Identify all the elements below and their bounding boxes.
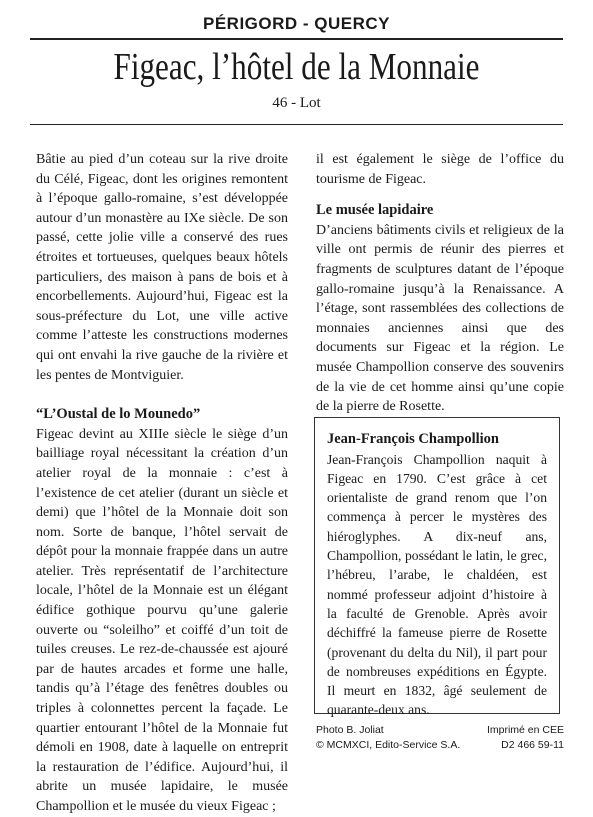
musee-lapidaire-paragraph: D’anciens bâtiments civils et religieux de la ville ont permis de réunir des pierres et fragments de sculptures datant de l’époque gallo-romaine jusqu’à la Renaissance. A l’étage, sont rassemblées des collections de monnaies anciennes ainsi que des documents sur Figeac et la région. Le musée Champollion conserve des souvenirs de la vie de cet homme ainsi qu’une copie de la pierre de Rosette. — [316, 222, 564, 415]
oustal-heading: “L’Oustal de lo Mounedo” — [36, 406, 201, 423]
continuation-paragraph: il est également le siège de l’office du tourisme de Figeac. — [316, 152, 564, 187]
department-subtitle: 46 - Lot — [272, 95, 321, 111]
photo-credit: Photo B. Joliat — [316, 724, 384, 736]
page-title: Figeac, l’hôtel de la Monnaie — [113, 46, 480, 88]
champollion-paragraph: Jean-François Champollion naquit à Figeac en 1790. C’est grâce à cet orientaliste de grand renom que l’on commença à percer le mystères des hiéroglyphes. A dix-neuf ans, Champollion, possédant le latin, le grec, l’hébreu, l’arabe, le chaldéen, est nommé professeur adjoint d’histoire à la faculté de Grenoble. Après avoir déchiffré la fameuse pierre de Rosette (provenant du delta du Nil), il part pour de nombreuses expéditions en Égypte. Il meurt en 1832, âgé seulement de quarante-deux ans. — [327, 451, 547, 718]
intro-paragraph: Bâtie au pied d’un coteau sur la rive droite du Célé, Figeac, dont les origines remontent à l’époque gallo-romaine, s’est développée autour d’un monastère au IXe siècle. De son passé, cette jolie ville a conservé des rues étroites et tortueuses, quelques beaux hôtels particuliers, des maison à pans de bois et à encorbellements. Aujourd’hui, Figeac est la sous-préfecture du Lot, une ville active comme l’atteste les constructions modernes qui ont envahi la rive gauche de la rivière et les pentes de Montviguier. — [36, 152, 288, 383]
copyright-notice: © MCMXCI, Edito-Service S.A. — [316, 739, 461, 751]
champollion-box — [314, 417, 560, 718]
top-rule — [30, 38, 563, 40]
printed-notice: Imprimé en CEE — [486, 724, 564, 736]
footer-print-info — [474, 723, 564, 753]
left-column — [36, 150, 288, 817]
region-heading: PÉRIGORD - QUERCY — [202, 14, 391, 33]
oustal-paragraph: Figeac devint au XIIIe siècle le siège d’un bailliage royal nécessitant la création d’un atelier royal de la monnaie : c’est à l’existence de cet atelier (durant un siècle et demi) que l’hôtel de la Monnaie doit son nom. Sorte de banque, l’hôtel servait de dépôt pour la monnaie frappée dans un autre atelier. Très représentatif de l’architecture locale, l’hôtel de la Monnaie est un élégant édifice gothique pourvu qu’une galerie ouverte ou “soleilho” et coiffé d’un toit de tuiles creuses. Le rez-de-chaussée est ajouré par de hautes arcades et forme une halle, tandis qu’à l’étage des fenêtres doubles ou triples à colonnettes percent la façade. Le quartier entourant l’hôtel de la Monnaie fut démoli en 1908, date à laquelle on entreprit la restauration de l’édifice. Aujourd’hui, il abrite un musée lapidaire, le musée Champollion et le musée du vieux Figeac ; — [36, 426, 288, 814]
reference-code: D2 466 59-11 — [501, 739, 564, 751]
musee-lapidaire-heading: Le musée lapidaire — [316, 202, 434, 219]
right-column — [316, 150, 564, 417]
champollion-heading: Jean-François Champollion — [327, 431, 499, 447]
title-rule — [30, 124, 563, 125]
footer-credits — [316, 723, 476, 753]
